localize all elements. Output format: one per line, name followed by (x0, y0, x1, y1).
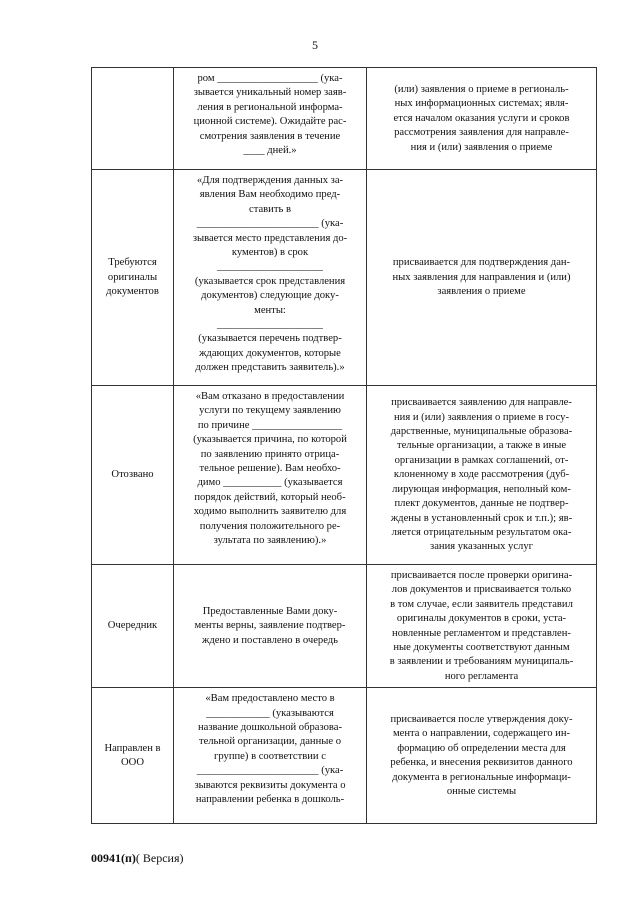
table-row (92, 68, 597, 170)
message-cell: Предоставленные Вами доку- менты верны, заявление подтвер- ждено и поставлено в очередь (174, 565, 367, 688)
table-row (92, 170, 597, 386)
status-cell: Очередник (92, 565, 174, 688)
description-cell: присваивается для подтверждения дан- ных заявления для направления и (или) заявления о приеме (367, 170, 597, 386)
table-row (92, 688, 597, 824)
table-row (92, 565, 597, 688)
page-number: 5 (312, 38, 318, 52)
status-table (91, 67, 597, 824)
description-cell: присваивается после проверки оригина- лов документов и присваивается только в том случае, если заявитель представил оригиналы документов в сроки, уста- новленные регламентом и представлен- ные документы соответствуют данным в заявлении и требованиям муниципаль- ного регламента (367, 565, 597, 688)
status-cell: Требуются оригиналы документов (92, 170, 174, 386)
description-cell: присваивается заявлению для направле- ния и (или) заявления о приеме в госу- дарственные, муниципальные образова- тельные организации, а также в иные организации в рамках соглашений, от- клоненному в ходе рассмотрения (дуб- лирующая информация, неполный ком- плект документов, данные не подтвер- ждены в установленный срок и т.п.); яв- ляется отрицательным результатом ока- зания указанных услуг (367, 386, 597, 565)
message-cell: «Для подтверждения данных за- явления Вам необходимо пред- ставить в _______________________ (ука- зывается место представления до- кументов) в срок ____________________ (указывается срок представления документов) следующие доку- менты: ____________________ (указывается перечень подтвер- ждающих документов, которые должен представить заявитель).» (174, 170, 367, 386)
message-cell: ром ___________________ (ука- зывается уникальный номер заяв- ления в региональной информа- ционной системе). Ожидайте рас- смотрения заявления в течение ____ дней.» (174, 68, 367, 170)
document-code: 00941(п) (91, 851, 136, 865)
status-cell: Направлен в ООО (92, 688, 174, 824)
message-cell: «Вам отказано в предоставлении услуги по текущему заявлению по причине _________________ (указывается причина, по которой по заявлению принято отрица- тельное решение). Вам необхо- димо ___________ (указывается порядок действий, который необ- ходимо выполнить заявителю для получения положительного ре- зультата по заявлению).» (174, 386, 367, 565)
message-cell: «Вам предоставлено место в ____________ (указываются название дошкольной образова- тельной организации, данные о группе) в соответствии с _______________________ (ука- зываются реквизиты документа о направлении ребенка в дошколь- (174, 688, 367, 824)
table-row (92, 386, 597, 565)
status-cell: Отозвано (92, 386, 174, 565)
document-footer (91, 851, 184, 866)
document-version: ( Версия) (135, 851, 184, 865)
description-cell: присваивается после утверждения доку- мента о направлении, содержащего ин- формацию об определении места для ребенка, и внесения реквизитов данного документа в региональные информаци- онные системы (367, 688, 597, 824)
status-cell (92, 68, 174, 170)
description-cell: (или) заявления о приеме в региональ- ных информационных системах; явля- ется началом оказания услуги и сроков рассмотрения заявления для направле- ния и (или) заявления о приеме (367, 68, 597, 170)
